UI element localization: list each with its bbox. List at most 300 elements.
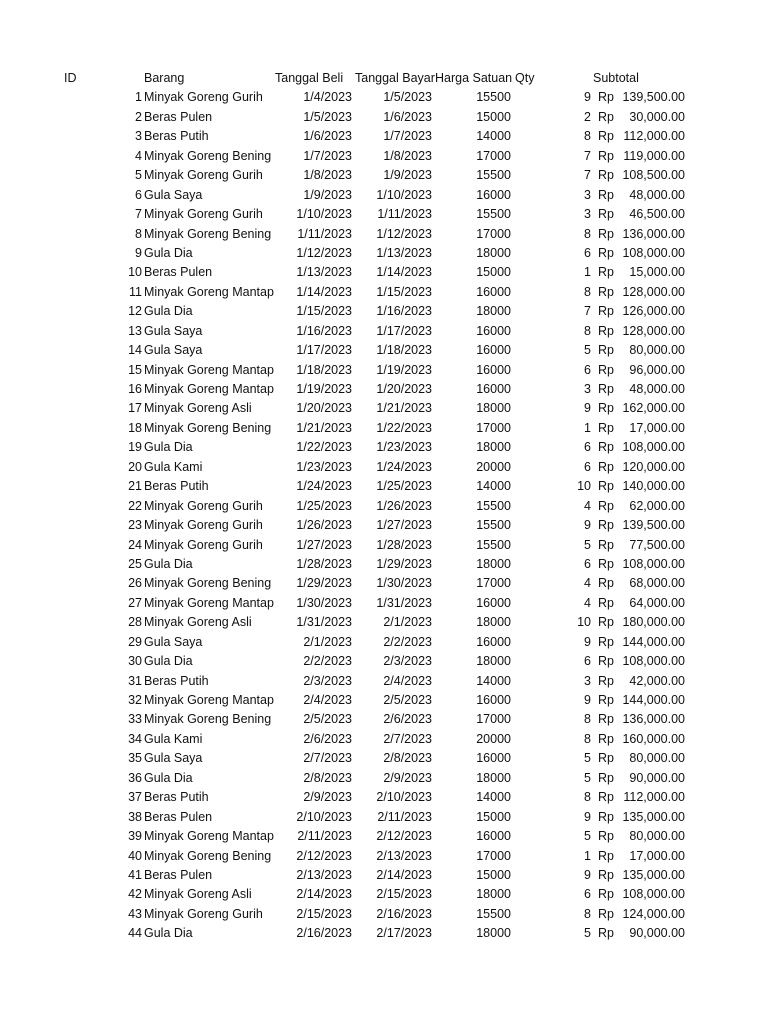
cell-tanggal-beli: 2/14/2023	[296, 887, 352, 902]
cell-qty: 5	[584, 829, 591, 844]
cell-harga-satuan: 15500	[476, 498, 511, 513]
table-row	[0, 905, 768, 924]
cell-currency: Rp	[598, 595, 614, 610]
cell-currency: Rp	[598, 576, 614, 591]
cell-currency: Rp	[598, 673, 614, 688]
cell-tanggal-beli: 2/10/2023	[296, 809, 352, 824]
cell-tanggal-beli: 1/24/2023	[296, 479, 352, 494]
cell-currency: Rp	[598, 693, 614, 707]
cell-tanggal-beli: 1/10/2023	[296, 207, 352, 222]
cell-qty: 6	[584, 459, 591, 474]
cell-barang: Gula Dia	[144, 926, 193, 941]
cell-qty: 5	[584, 751, 591, 766]
cell-tanggal-bayar: 2/10/2023	[376, 790, 432, 805]
cell-subtotal: 128,000.00	[622, 323, 685, 338]
cell-currency: Rp	[598, 401, 614, 416]
cell-id: 1	[135, 90, 142, 105]
cell-subtotal: 108,000.00	[622, 654, 685, 669]
cell-currency: Rp	[598, 304, 614, 319]
cell-harga-satuan: 18000	[476, 926, 511, 941]
cell-currency: Rp	[598, 440, 614, 455]
cell-tanggal-beli: 1/4/2023	[303, 90, 352, 105]
cell-barang: Minyak Goreng Asli	[144, 401, 252, 416]
cell-qty: 9	[584, 401, 591, 416]
cell-tanggal-beli: 1/25/2023	[296, 498, 352, 513]
cell-harga-satuan: 17000	[476, 420, 511, 435]
cell-id: 8	[135, 226, 142, 241]
cell-qty: 6	[584, 362, 591, 377]
cell-subtotal: 96,000.00	[629, 362, 685, 377]
table-row	[0, 710, 768, 729]
cell-tanggal-bayar: 1/23/2023	[376, 440, 432, 455]
cell-tanggal-bayar: 1/24/2023	[376, 459, 432, 474]
cell-subtotal: 120,000.00	[622, 459, 685, 474]
cell-subtotal: 136,000.00	[622, 226, 685, 241]
cell-barang: Gula Saya	[144, 323, 203, 338]
cell-tanggal-bayar: 1/9/2023	[383, 168, 432, 183]
cell-tanggal-bayar: 2/14/2023	[376, 867, 432, 882]
cell-id: 41	[128, 867, 142, 882]
cell-tanggal-beli: 1/20/2023	[296, 401, 352, 416]
cell-qty: 7	[584, 304, 591, 319]
cell-currency: Rp	[598, 284, 614, 299]
cell-currency: Rp	[598, 887, 614, 902]
cell-qty: 7	[584, 148, 591, 163]
cell-barang: Gula Saya	[144, 751, 203, 766]
cell-tanggal-bayar: 1/29/2023	[376, 556, 432, 571]
cell-subtotal: 17,000.00	[629, 420, 685, 435]
cell-id: 13	[128, 323, 142, 338]
table-row	[0, 477, 768, 496]
cell-harga-satuan: 16000	[476, 382, 511, 396]
cell-tanggal-beli: 1/11/2023	[297, 226, 352, 241]
cell-harga-satuan: 16000	[476, 693, 511, 707]
cell-subtotal: 48,000.00	[629, 187, 685, 202]
cell-currency: Rp	[598, 498, 614, 513]
cell-currency: Rp	[598, 420, 614, 435]
cell-qty: 1	[584, 265, 591, 280]
cell-tanggal-beli: 1/15/2023	[296, 304, 352, 319]
cell-tanggal-beli: 1/5/2023	[303, 109, 352, 124]
cell-tanggal-beli: 1/6/2023	[303, 129, 352, 144]
cell-id: 2	[135, 109, 142, 124]
cell-currency: Rp	[598, 518, 614, 533]
cell-tanggal-beli: 1/30/2023	[296, 595, 352, 610]
cell-tanggal-beli: 1/31/2023	[296, 615, 352, 630]
cell-currency: Rp	[598, 362, 614, 377]
table-row	[0, 497, 768, 516]
cell-harga-satuan: 18000	[476, 440, 511, 455]
cell-tanggal-bayar: 1/20/2023	[376, 382, 432, 396]
cell-tanggal-beli: 1/27/2023	[296, 537, 352, 552]
cell-harga-satuan: 14000	[476, 673, 511, 688]
cell-subtotal: 144,000.00	[622, 634, 685, 649]
cell-qty: 9	[584, 809, 591, 824]
cell-harga-satuan: 18000	[476, 401, 511, 416]
cell-harga-satuan: 17000	[476, 148, 511, 163]
cell-subtotal: 62,000.00	[629, 498, 685, 513]
cell-barang: Minyak Goreng Bening	[144, 848, 272, 863]
cell-qty: 5	[584, 343, 591, 358]
cell-tanggal-bayar: 1/17/2023	[376, 323, 432, 338]
cell-barang: Minyak Goreng Mantap	[144, 362, 274, 377]
cell-subtotal: 90,000.00	[629, 926, 685, 941]
table-row	[0, 516, 768, 535]
cell-tanggal-bayar: 2/8/2023	[383, 751, 432, 766]
cell-tanggal-beli: 1/8/2023	[303, 168, 352, 183]
cell-id: 29	[128, 634, 142, 649]
cell-subtotal: 144,000.00	[622, 693, 685, 707]
cell-qty: 6	[584, 245, 591, 260]
header-id: ID	[64, 71, 77, 85]
cell-harga-satuan: 18000	[476, 556, 511, 571]
cell-barang: Minyak Goreng Gurih	[144, 168, 263, 183]
cell-currency: Rp	[598, 129, 614, 144]
header-tanggal-beli: Tanggal Beli	[275, 71, 344, 85]
cell-barang: Gula Dia	[144, 304, 193, 319]
cell-tanggal-beli: 1/17/2023	[296, 343, 352, 358]
cell-id: 38	[128, 809, 142, 824]
cell-tanggal-bayar: 1/13/2023	[376, 245, 432, 260]
cell-tanggal-bayar: 2/3/2023	[383, 654, 432, 669]
cell-qty: 9	[584, 693, 591, 707]
cell-id: 10	[128, 265, 142, 280]
cell-tanggal-beli: 2/1/2023	[303, 634, 352, 649]
cell-barang: Minyak Goreng Bening	[144, 148, 272, 163]
cell-currency: Rp	[598, 848, 614, 863]
table-row	[0, 166, 768, 185]
cell-currency: Rp	[598, 226, 614, 241]
cell-barang: Minyak Goreng Bening	[144, 420, 272, 435]
cell-tanggal-bayar: 1/26/2023	[376, 498, 432, 513]
cell-qty: 1	[584, 420, 591, 435]
table-row	[0, 788, 768, 807]
table-row	[0, 302, 768, 321]
header-qty: Qty	[515, 71, 535, 85]
cell-barang: Minyak Goreng Mantap	[144, 693, 274, 707]
cell-qty: 2	[584, 109, 591, 124]
cell-tanggal-bayar: 2/4/2023	[383, 673, 432, 688]
cell-tanggal-bayar: 1/7/2023	[383, 129, 432, 144]
cell-tanggal-beli: 2/6/2023	[303, 731, 352, 746]
cell-harga-satuan: 16000	[476, 362, 511, 377]
cell-subtotal: 128,000.00	[622, 284, 685, 299]
cell-barang: Beras Putih	[144, 790, 209, 805]
cell-subtotal: 108,000.00	[622, 556, 685, 571]
cell-id: 37	[128, 790, 142, 805]
cell-subtotal: 119,000.00	[623, 148, 685, 163]
cell-harga-satuan: 20000	[476, 459, 511, 474]
cell-qty: 9	[584, 518, 591, 533]
cell-id: 14	[128, 343, 142, 358]
cell-id: 7	[135, 207, 142, 222]
cell-qty: 7	[584, 168, 591, 183]
cell-id: 21	[128, 479, 142, 494]
cell-tanggal-beli: 1/12/2023	[296, 245, 352, 260]
cell-id: 16	[128, 382, 142, 396]
cell-subtotal: 30,000.00	[629, 109, 685, 124]
cell-id: 42	[128, 887, 142, 902]
cell-tanggal-bayar: 1/8/2023	[383, 148, 432, 163]
cell-id: 4	[135, 148, 142, 163]
table-row	[0, 399, 768, 418]
cell-currency: Rp	[598, 245, 614, 260]
cell-currency: Rp	[598, 479, 614, 494]
cell-id: 3	[135, 129, 142, 144]
cell-currency: Rp	[598, 790, 614, 805]
cell-tanggal-bayar: 2/1/2023	[383, 615, 432, 630]
cell-tanggal-beli: 2/11/2023	[297, 829, 352, 844]
cell-harga-satuan: 16000	[476, 829, 511, 844]
cell-qty: 8	[584, 226, 591, 241]
spreadsheet-table	[0, 69, 768, 944]
cell-subtotal: 180,000.00	[622, 615, 685, 630]
cell-tanggal-beli: 1/13/2023	[296, 265, 352, 280]
cell-subtotal: 108,000.00	[622, 440, 685, 455]
cell-tanggal-bayar: 1/6/2023	[383, 109, 432, 124]
table-row	[0, 147, 768, 166]
cell-id: 26	[128, 576, 142, 591]
table-row	[0, 594, 768, 613]
cell-qty: 4	[584, 498, 591, 513]
cell-id: 18	[128, 420, 142, 435]
cell-currency: Rp	[598, 751, 614, 766]
cell-tanggal-bayar: 2/5/2023	[383, 693, 432, 707]
cell-harga-satuan: 15000	[476, 809, 511, 824]
cell-qty: 8	[584, 731, 591, 746]
cell-currency: Rp	[598, 926, 614, 941]
cell-harga-satuan: 15000	[476, 109, 511, 124]
cell-harga-satuan: 18000	[476, 615, 511, 630]
cell-barang: Minyak Goreng Gurih	[144, 518, 263, 533]
cell-tanggal-beli: 2/3/2023	[303, 673, 352, 688]
cell-id: 40	[128, 848, 142, 863]
table-row	[0, 652, 768, 671]
cell-qty: 3	[584, 207, 591, 222]
cell-qty: 8	[584, 906, 591, 921]
cell-id: 17	[128, 401, 142, 416]
cell-subtotal: 68,000.00	[629, 576, 685, 591]
cell-currency: Rp	[598, 867, 614, 882]
cell-tanggal-bayar: 2/17/2023	[376, 926, 432, 941]
cell-currency: Rp	[598, 187, 614, 202]
table-row	[0, 458, 768, 477]
cell-barang: Beras Putih	[144, 129, 209, 144]
cell-tanggal-beli: 2/15/2023	[296, 906, 352, 921]
table-row	[0, 885, 768, 904]
cell-tanggal-bayar: 2/6/2023	[383, 712, 432, 727]
cell-id: 11	[129, 284, 142, 299]
cell-tanggal-bayar: 2/16/2023	[376, 906, 432, 921]
cell-tanggal-beli: 2/13/2023	[296, 867, 352, 882]
cell-subtotal: 139,500.00	[622, 518, 685, 533]
cell-qty: 8	[584, 323, 591, 338]
cell-currency: Rp	[598, 148, 614, 163]
cell-subtotal: 139,500.00	[622, 90, 685, 105]
cell-barang: Gula Dia	[144, 245, 193, 260]
cell-subtotal: 112,000.00	[623, 129, 685, 144]
cell-subtotal: 108,000.00	[622, 887, 685, 902]
cell-qty: 5	[584, 770, 591, 785]
cell-qty: 9	[584, 90, 591, 105]
cell-tanggal-beli: 1/18/2023	[296, 362, 352, 377]
cell-tanggal-beli: 1/22/2023	[296, 440, 352, 455]
table-row	[0, 341, 768, 360]
cell-tanggal-bayar: 1/30/2023	[376, 576, 432, 591]
cell-barang: Minyak Goreng Bening	[144, 712, 272, 727]
cell-harga-satuan: 16000	[476, 751, 511, 766]
table-row	[0, 574, 768, 593]
table-row	[0, 866, 768, 885]
cell-harga-satuan: 18000	[476, 887, 511, 902]
cell-harga-satuan: 14000	[476, 479, 511, 494]
cell-harga-satuan: 15500	[476, 518, 511, 533]
cell-currency: Rp	[598, 634, 614, 649]
cell-tanggal-beli: 1/16/2023	[296, 323, 352, 338]
cell-tanggal-bayar: 1/22/2023	[376, 420, 432, 435]
cell-subtotal: 162,000.00	[622, 401, 685, 416]
cell-harga-satuan: 15500	[476, 906, 511, 921]
table-row	[0, 730, 768, 749]
cell-id: 25	[128, 556, 142, 571]
cell-currency: Rp	[598, 109, 614, 124]
cell-tanggal-beli: 2/2/2023	[303, 654, 352, 669]
cell-harga-satuan: 17000	[476, 712, 511, 727]
table-row	[0, 322, 768, 341]
cell-subtotal: 108,500.00	[622, 168, 685, 183]
cell-tanggal-beli: 1/21/2023	[296, 420, 352, 435]
cell-tanggal-beli: 2/8/2023	[303, 770, 352, 785]
cell-harga-satuan: 16000	[476, 323, 511, 338]
cell-harga-satuan: 17000	[476, 226, 511, 241]
cell-barang: Gula Kami	[144, 731, 203, 746]
cell-qty: 3	[584, 187, 591, 202]
table-row	[0, 769, 768, 788]
cell-subtotal: 15,000.00	[629, 265, 685, 280]
cell-harga-satuan: 18000	[476, 770, 511, 785]
cell-barang: Gula Dia	[144, 440, 193, 455]
cell-harga-satuan: 17000	[476, 576, 511, 591]
table-row	[0, 225, 768, 244]
cell-barang: Minyak Goreng Asli	[144, 887, 252, 902]
cell-subtotal: 140,000.00	[622, 479, 685, 494]
cell-qty: 3	[584, 382, 591, 396]
cell-id: 39	[128, 829, 142, 844]
table-row	[0, 438, 768, 457]
cell-id: 6	[135, 187, 142, 202]
cell-id: 19	[128, 440, 142, 455]
cell-harga-satuan: 20000	[476, 731, 511, 746]
cell-barang: Beras Pulen	[144, 265, 213, 280]
cell-barang: Minyak Goreng Gurih	[144, 498, 263, 513]
cell-barang: Minyak Goreng Mantap	[144, 284, 274, 299]
table-row	[0, 419, 768, 438]
cell-qty: 10	[577, 479, 591, 494]
cell-id: 22	[128, 498, 142, 513]
header-row	[0, 69, 768, 88]
header-subtotal: Subtotal	[593, 71, 639, 85]
cell-id: 44	[128, 926, 142, 941]
table-row	[0, 283, 768, 302]
cell-qty: 10	[577, 615, 591, 630]
cell-qty: 9	[584, 867, 591, 882]
table-row	[0, 827, 768, 846]
cell-currency: Rp	[598, 265, 614, 280]
cell-harga-satuan: 14000	[476, 129, 511, 144]
table-row	[0, 108, 768, 127]
cell-barang: Beras Pulen	[144, 867, 213, 882]
cell-id: 35	[128, 751, 142, 766]
cell-tanggal-beli: 1/26/2023	[296, 518, 352, 533]
cell-tanggal-bayar: 2/13/2023	[376, 848, 432, 863]
cell-subtotal: 17,000.00	[629, 848, 685, 863]
cell-tanggal-beli: 1/23/2023	[296, 459, 352, 474]
cell-tanggal-beli: 1/19/2023	[296, 382, 352, 396]
cell-tanggal-beli: 2/12/2023	[296, 848, 352, 863]
cell-id: 9	[135, 245, 142, 260]
cell-barang: Minyak Goreng Gurih	[144, 906, 263, 921]
cell-barang: Minyak Goreng Asli	[144, 615, 252, 630]
cell-harga-satuan: 16000	[476, 187, 511, 202]
cell-qty: 5	[584, 926, 591, 941]
cell-id: 27	[128, 595, 142, 610]
cell-id: 28	[128, 615, 142, 630]
cell-tanggal-bayar: 2/7/2023	[383, 731, 432, 746]
cell-qty: 9	[584, 634, 591, 649]
cell-tanggal-beli: 1/9/2023	[303, 187, 352, 202]
cell-harga-satuan: 18000	[476, 245, 511, 260]
cell-id: 34	[128, 731, 142, 746]
table-row	[0, 847, 768, 866]
table-row	[0, 672, 768, 691]
cell-subtotal: 135,000.00	[622, 809, 685, 824]
cell-tanggal-bayar: 2/9/2023	[383, 770, 432, 785]
table-row	[0, 186, 768, 205]
cell-tanggal-bayar: 1/14/2023	[376, 265, 432, 280]
cell-subtotal: 136,000.00	[622, 712, 685, 727]
cell-id: 33	[128, 712, 142, 727]
cell-currency: Rp	[598, 459, 614, 474]
cell-subtotal: 48,000.00	[629, 382, 685, 396]
cell-harga-satuan: 15000	[476, 867, 511, 882]
cell-currency: Rp	[598, 770, 614, 785]
cell-harga-satuan: 14000	[476, 790, 511, 805]
cell-barang: Gula Dia	[144, 654, 193, 669]
cell-barang: Gula Dia	[144, 556, 193, 571]
cell-currency: Rp	[598, 168, 614, 183]
cell-currency: Rp	[598, 323, 614, 338]
cell-tanggal-bayar: 1/31/2023	[376, 595, 432, 610]
table-body	[0, 88, 768, 943]
cell-barang: Minyak Goreng Bening	[144, 226, 272, 241]
cell-harga-satuan: 18000	[476, 654, 511, 669]
cell-id: 24	[128, 537, 142, 552]
cell-currency: Rp	[598, 207, 614, 222]
cell-currency: Rp	[598, 343, 614, 358]
header-tanggal-bayar: Tanggal Bayar	[355, 71, 435, 85]
cell-subtotal: 90,000.00	[629, 770, 685, 785]
cell-harga-satuan: 15500	[476, 90, 511, 105]
cell-qty: 4	[584, 595, 591, 610]
cell-tanggal-bayar: 1/10/2023	[376, 187, 432, 202]
cell-qty: 8	[584, 284, 591, 299]
cell-currency: Rp	[598, 906, 614, 921]
cell-tanggal-bayar: 1/5/2023	[383, 90, 432, 105]
cell-tanggal-bayar: 1/15/2023	[376, 284, 432, 299]
cell-currency: Rp	[598, 537, 614, 552]
cell-subtotal: 77,500.00	[629, 537, 685, 552]
cell-barang: Beras Putih	[144, 673, 209, 688]
